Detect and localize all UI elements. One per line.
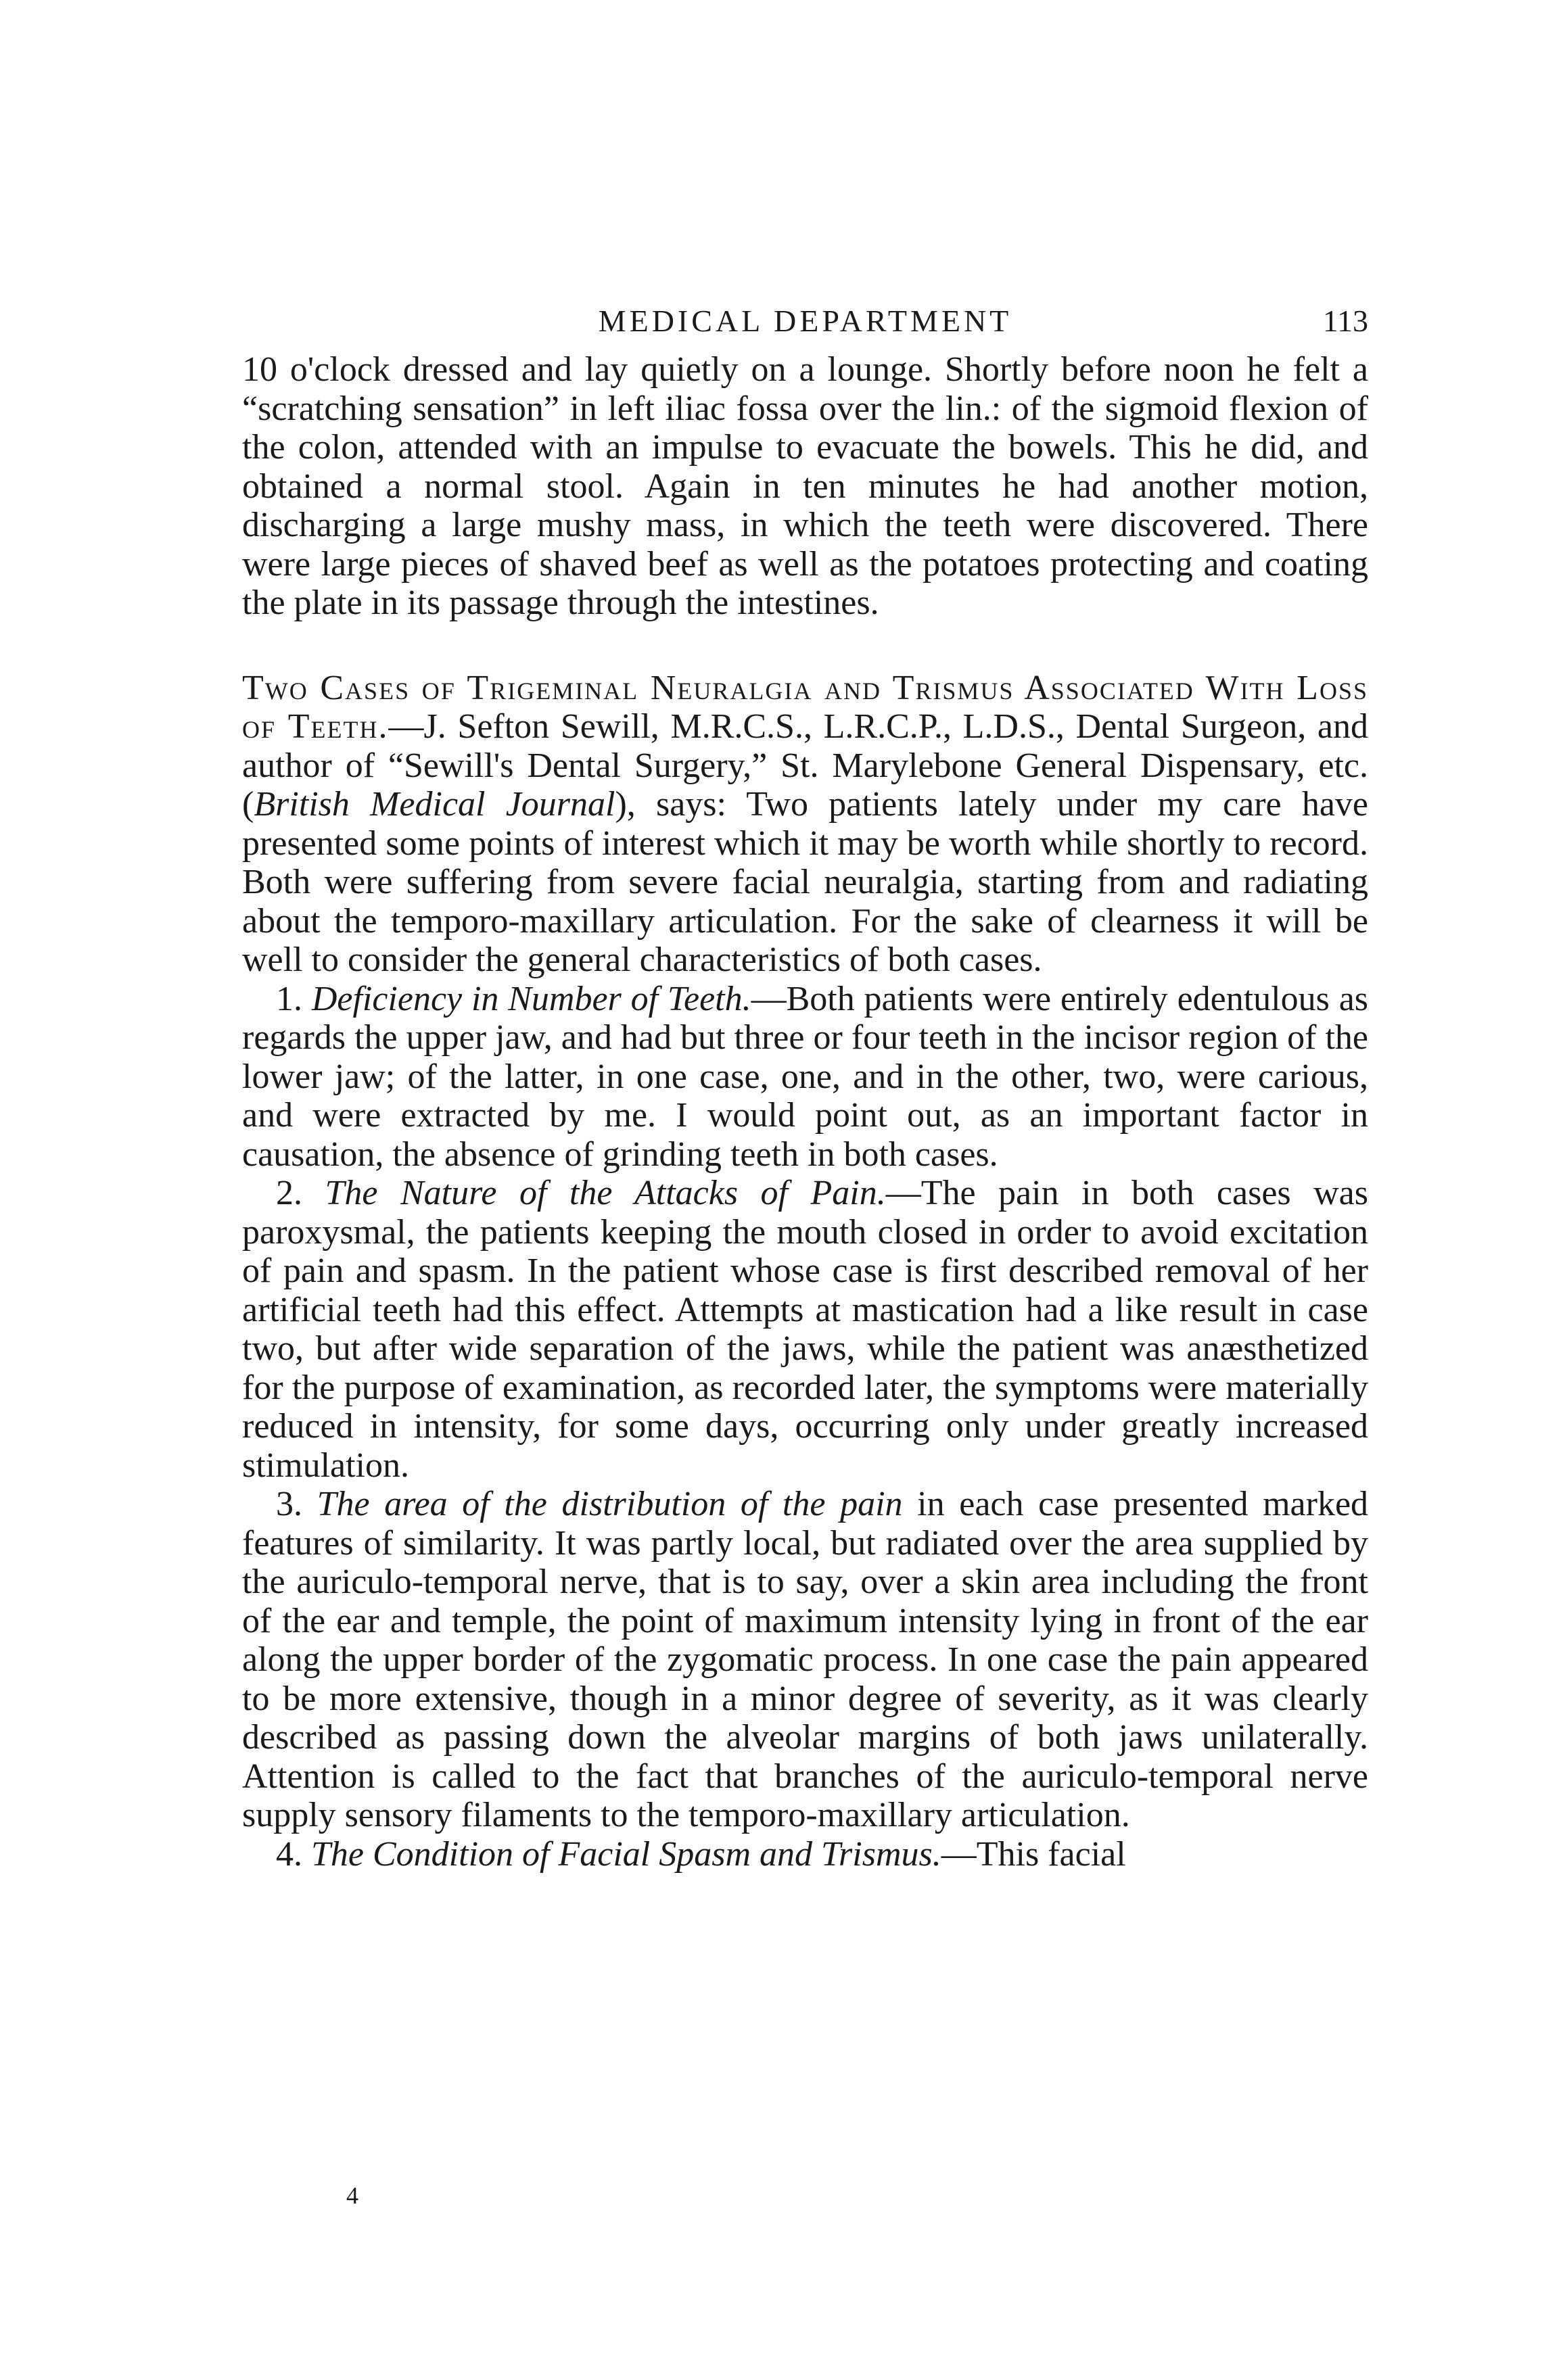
point-title: Deficiency in Number of Teeth. xyxy=(311,979,751,1018)
point-paragraph xyxy=(242,1485,1368,1835)
signature-mark: 4 xyxy=(346,2182,358,2209)
point-text: in each case presented marked features of similarity. It was partly local, but radiated over the area supplied by the auriculo-temporal nerve, that is to say, over a skin area including the front of the ear and temple, the point of maximum intensity lying in front of the ear along the upper border of the zygomatic process. In one case the pain appeared to be more extensive, though in a minor degree of severity, as it was clearly described as passing down the alveolar margins of both jaws unilaterally. Attention is called to the fact that branches of the auriculo-temporal nerve supply sensory filaments to the temporo-maxillary articulation. xyxy=(242,1485,1369,1834)
point-paragraph xyxy=(242,1835,1368,1874)
point-number: 1. xyxy=(276,979,302,1018)
point-number: 2. xyxy=(276,1174,302,1212)
body-text xyxy=(242,350,1368,1874)
page-number: 113 xyxy=(1322,304,1368,338)
point-number: 3. xyxy=(276,1485,302,1523)
article-intro-paragraph xyxy=(242,669,1368,980)
point-title: The area of the distribution of the pain xyxy=(317,1485,903,1523)
article-heading: Two Cases of Trigeminal Neuralgia and Trismus Associated With Loss of Teeth. xyxy=(242,668,1368,746)
running-head xyxy=(242,298,1368,345)
point-number: 4. xyxy=(276,1834,302,1874)
article-intro: ), says: Two patients lately under my care have presented some points of interest which it may be worth while shortly to record. Both were suffering from severe facial neuralgia, starting from and radiating about the temporo-maxillary articulation. For the sake of clearness it will be well to consider the general characteristics of both cases. xyxy=(242,785,1368,979)
running-title: MEDICAL DEPARTMENT xyxy=(598,304,1012,338)
journal-title: British Medical Journal xyxy=(254,785,615,824)
article-author: —J. Sefton Sewill, M.R.C.S., L.R.C.P., L.D.S., Dental Surgeon, and author of “Sewill's Dental Surgery,” St. Marylebone General Dispensary, etc. ( xyxy=(242,707,1368,824)
point-text: —This facial xyxy=(941,1834,1126,1874)
page xyxy=(242,298,1368,1874)
point-text: —The pain in both cases was paroxysmal, the patients keeping the mouth closed in order to avoid excitation of pain and spasm. In the patient whose case is first described removal of her artificial teeth had this effect. Attempts at mastication had a like result in case two, but after wide separation of the jaws, while the patient was anæsthetized for the purpose of examination, as recorded later, the symptoms were materially reduced in intensity, for some days, occurring only under greatly increased stimulation. xyxy=(242,1174,1368,1485)
continuation-paragraph: 10 o'clock dressed and lay quietly on a lounge. Shortly before noon he felt a “scratching sensation” in left iliac fossa over the lin.: of the sigmoid flexion of the colon, attended with an impulse to evacuate the bowels. This he did, and obtained a normal stool. Again in ten minutes he had another motion, discharging a large mushy mass, in which the teeth were discovered. There were large pieces of shaved beef as well as the potatoes protecting and coating the plate in its passage through the intestines. xyxy=(242,350,1368,622)
point-title: The Condition of Facial Spasm and Trismus. xyxy=(311,1834,941,1874)
point-paragraph xyxy=(242,1174,1368,1485)
point-text: —Both patients were entirely edentulous as regards the upper jaw, and had but three or four teeth in the incisor region of the lower jaw; of the latter, in one case, one, and in the other, two, were carious, and were extracted by me. I would point out, as an important factor in causation, the absence of grinding teeth in both cases. xyxy=(242,979,1369,1174)
point-title: The Nature of the Attacks of Pain. xyxy=(325,1174,886,1212)
point-paragraph xyxy=(242,980,1368,1174)
